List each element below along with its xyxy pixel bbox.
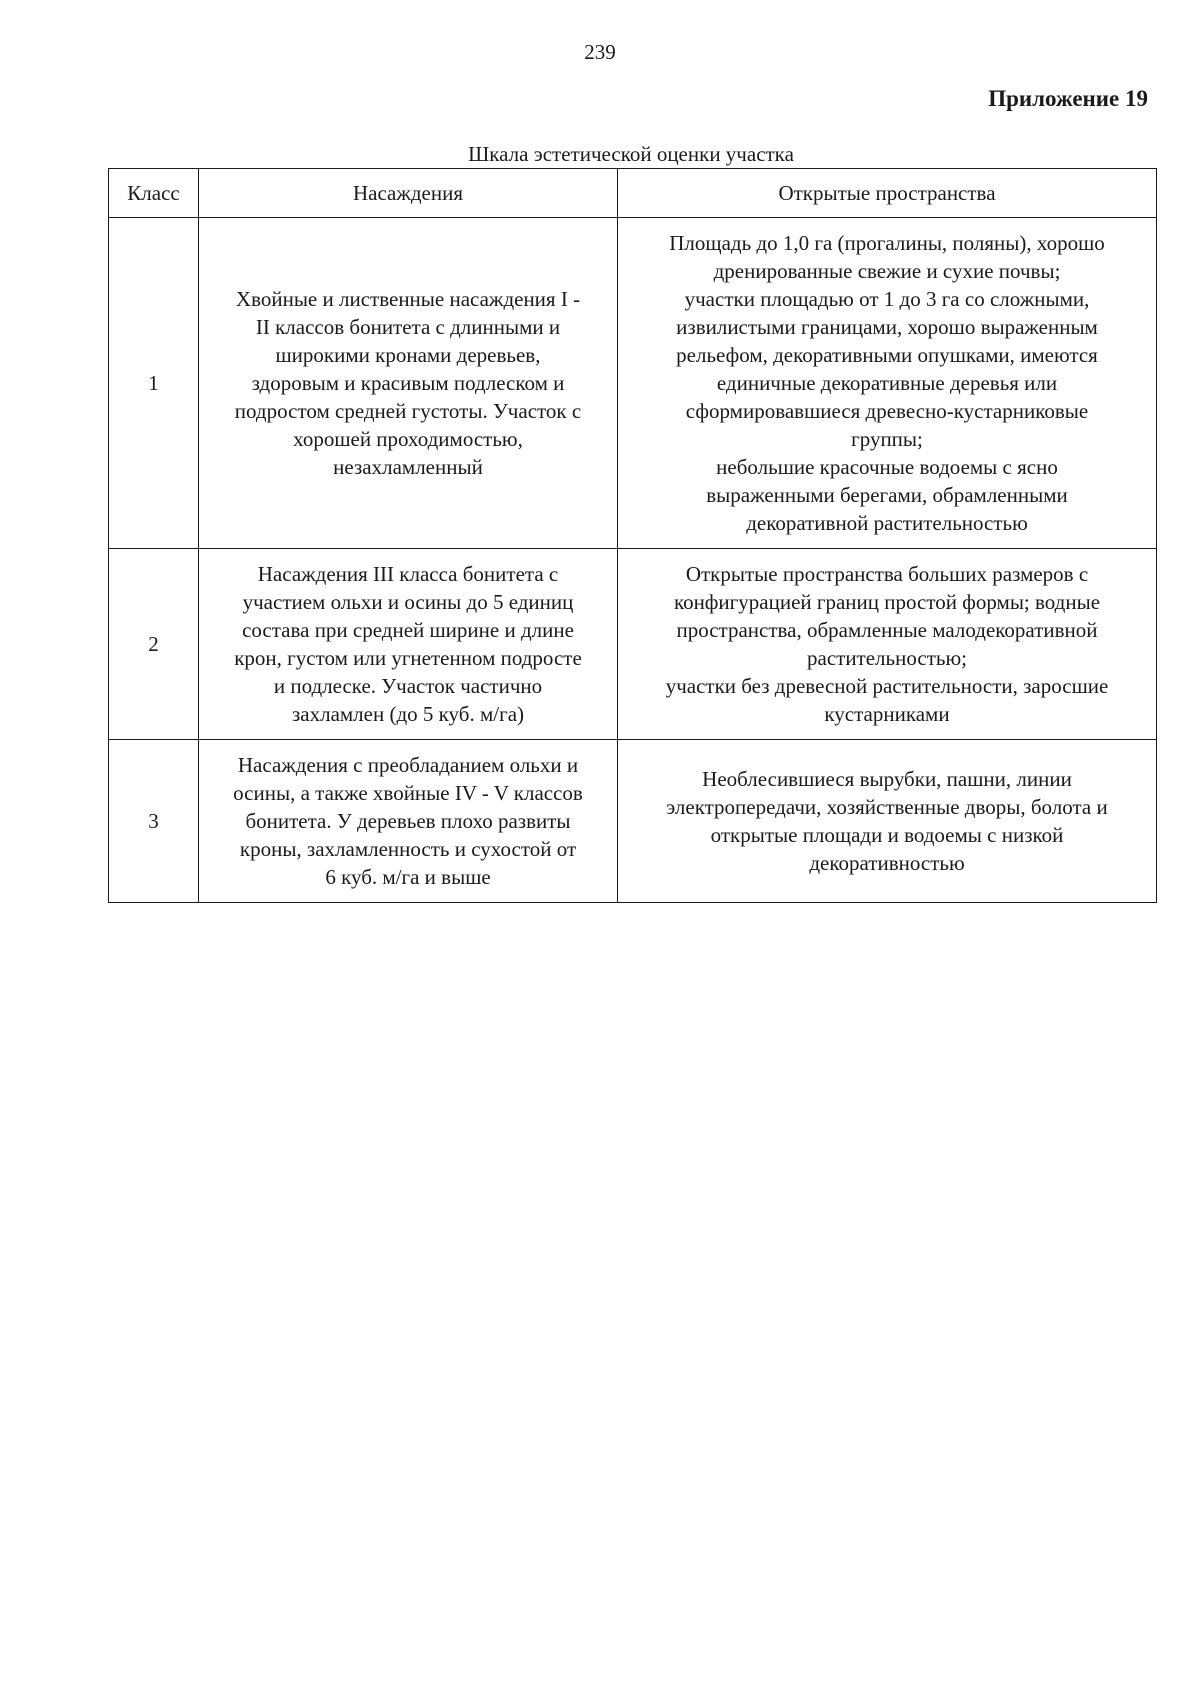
- text-line: участки площадью от 1 до 3 га со сложными,: [684, 287, 1090, 311]
- text-line: Хвойные и лиственные насаждения I -: [235, 287, 581, 311]
- text-line: Площадь до 1,0 га (прогалины, поляны), хорошо: [669, 231, 1105, 255]
- table-header-row: [109, 169, 1157, 218]
- text-line: пространства, обрамленные малодекоративной: [676, 618, 1098, 642]
- text-line: кроны, захламленность и сухостой от: [239, 837, 577, 861]
- text-line: конфигурацией границ простой формы; водные: [673, 590, 1101, 614]
- text-line: крон, густом или угнетенном подросте: [234, 646, 582, 670]
- appendix-label: Приложение 19: [988, 86, 1148, 111]
- table-row: [109, 218, 1157, 549]
- text-line: здоровым и красивым подлеском и: [251, 371, 565, 395]
- text-line: растительностью;: [807, 646, 967, 670]
- row-2-class: 2: [109, 549, 199, 740]
- text-line: бонитета. У деревьев плохо развиты: [245, 809, 571, 833]
- row-2-open-spaces: [618, 549, 1157, 740]
- text-line: осины, а также хвойные IV - V классов: [233, 781, 583, 805]
- header-open-spaces: Открытые пространства: [618, 169, 1157, 218]
- text-line: Насаждения с преобладанием ольхи и: [237, 753, 579, 777]
- row-1-open-spaces: [618, 218, 1157, 549]
- text-line: Необлесившиеся вырубки, пашни, линии: [702, 767, 1072, 791]
- text-line: подростом средней густоты. Участок с: [234, 399, 582, 423]
- text-line: захламлен (до 5 куб. м/га): [291, 702, 525, 726]
- text-line: открытые площади и водоемы с низкой: [710, 823, 1064, 847]
- text-line: электропередачи, хозяйственные дворы, болота и: [666, 795, 1108, 819]
- row-1-class: 1: [109, 218, 199, 549]
- table-row: [109, 740, 1157, 903]
- text-line: и подлеске. Участок частично: [273, 674, 543, 698]
- text-line: кустарниками: [824, 702, 950, 726]
- table-title: Шкала эстетической оценки участка: [468, 142, 794, 166]
- text-line: 6 куб. м/га и выше: [325, 865, 491, 889]
- text-line: широкими кронами деревьев,: [275, 343, 541, 367]
- page-number: 239: [584, 40, 616, 64]
- text-line: извилистыми границами, хорошо выраженным: [676, 315, 1098, 339]
- text-line: хорошей проходимостью,: [293, 427, 523, 451]
- row-3-class: 3: [109, 740, 199, 903]
- text-line: II классов бонитета с длинными и: [255, 315, 561, 339]
- row-2-plantings: [199, 549, 618, 740]
- text-line: дренированные свежие и сухие почвы;: [713, 259, 1061, 283]
- text-line: участием ольхи и осины до 5 единиц: [242, 590, 574, 614]
- text-line: незахламленный: [333, 455, 483, 479]
- row-3-open-spaces: [618, 740, 1157, 903]
- text-line: выраженными берегами, обрамленными: [706, 483, 1068, 507]
- aesthetic-scale-table: [108, 168, 1157, 903]
- text-line: состава при средней ширине и длине: [242, 618, 574, 642]
- row-1-plantings: [199, 218, 618, 549]
- header-class: Класс: [109, 169, 199, 218]
- text-line: Насаждения III класса бонитета с: [257, 562, 559, 586]
- table-row: [109, 549, 1157, 740]
- text-line: рельефом, декоративными опушками, имеются: [676, 343, 1098, 367]
- row-3-plantings: [199, 740, 618, 903]
- text-line: группы;: [851, 427, 923, 451]
- text-line: декоративностью: [809, 851, 965, 875]
- header-plantings: Насаждения: [199, 169, 618, 218]
- text-line: Открытые пространства больших размеров с: [685, 562, 1089, 586]
- text-line: сформировавшиеся древесно-кустарниковые: [685, 399, 1089, 423]
- text-line: участки без древесной растительности, заросшие: [665, 674, 1109, 698]
- text-line: декоративной растительностью: [746, 511, 1028, 535]
- text-line: небольшие красочные водоемы с ясно: [716, 455, 1058, 479]
- text-line: единичные декоративные деревья или: [716, 371, 1058, 395]
